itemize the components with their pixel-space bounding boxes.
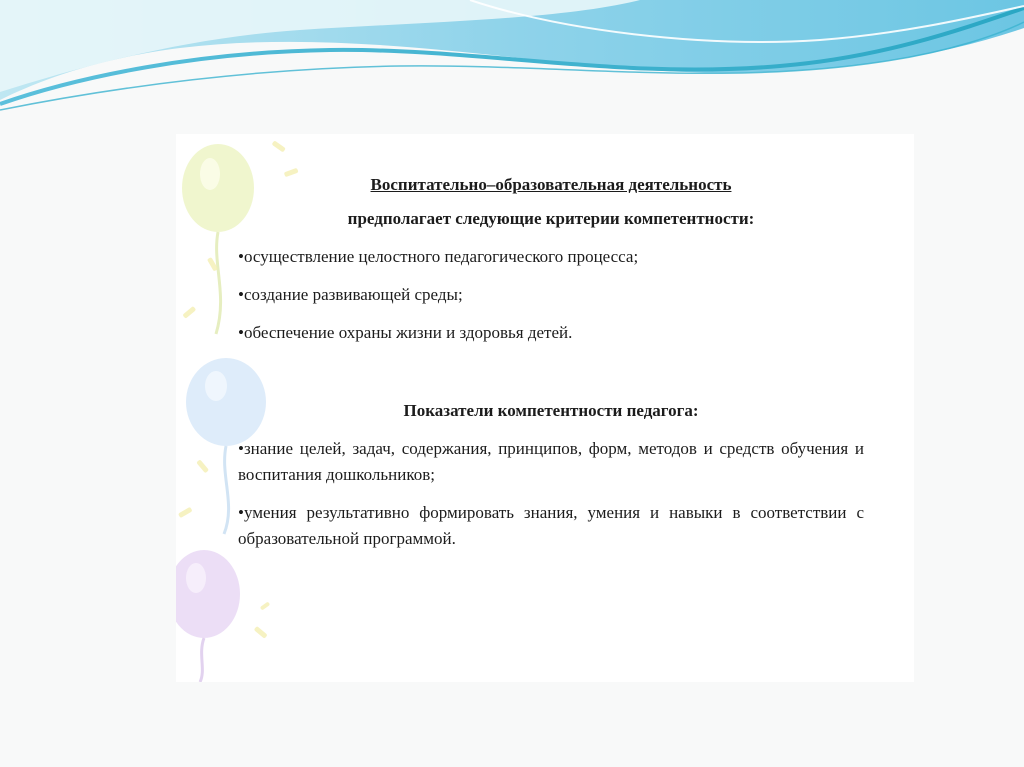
indicators-heading: Показатели компетентности педагога: (403, 401, 699, 420)
criteria-bullet: •осуществление целостного педагогического процесса; (238, 247, 639, 266)
criteria-bullet: •обеспечение охраны жизни и здоровья детей. (238, 323, 573, 342)
section-criteria (238, 174, 864, 346)
wave-header-decoration (0, 0, 1024, 120)
indicators-bullet: •умения результативно формировать знания, умения и навыки в соответствии с образовательной программой. (238, 503, 864, 548)
content-card (176, 134, 914, 682)
purple-balloon-icon (176, 550, 240, 682)
section-indicators (238, 400, 864, 552)
indicators-bullet: •знание целей, задач, содержания, принципов, форм, методов и средств обучения и воспитания дошкольников; (238, 439, 864, 484)
criteria-heading-line1: Воспитательно–образовательная деятельность (370, 175, 732, 194)
criteria-bullet: •создание развивающей среды; (238, 285, 463, 304)
criteria-heading-line2: предполагает следующие критерии компетентности: (347, 209, 755, 228)
